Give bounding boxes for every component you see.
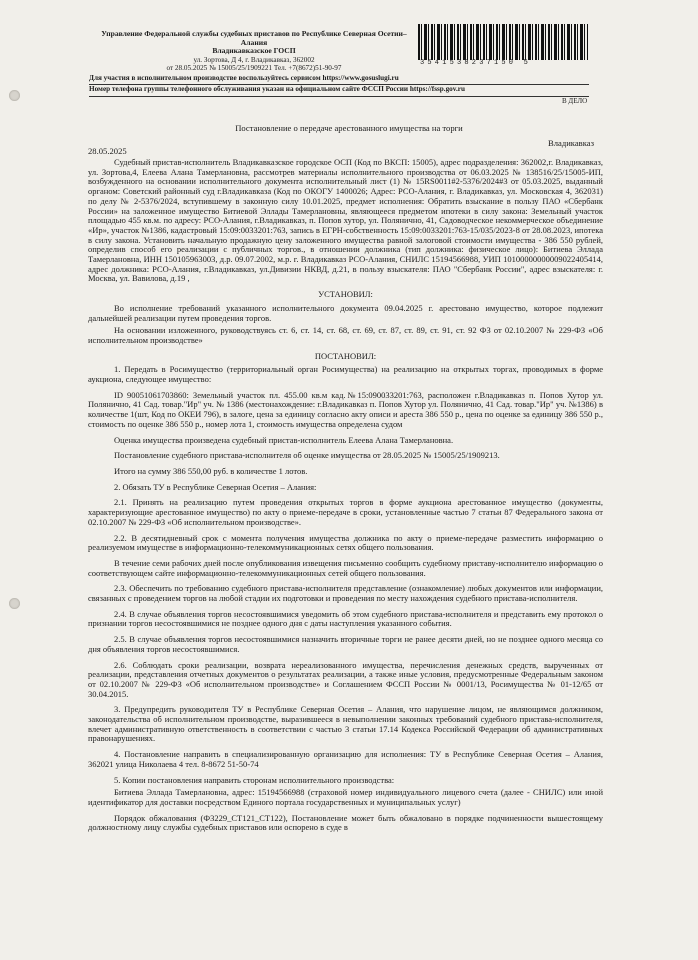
section-heading: УСТАНОВИЛ:: [318, 289, 373, 300]
paragraph: 5. Копии постановления направить сторонам исполнительного производства:: [114, 774, 395, 785]
paragraph: 4. Постановление направить в специализированную организацию для исполнения: ТУ в Республике Северная Осетия – Алания, 362021 улица Николаева 4 тел. 8-8672 51-50-74: [88, 749, 603, 769]
paragraph: 2.5. В случае объявления торгов несостоявшимися назначить вторичные торги не ранее десяти дней, но не позднее одного месяца со дня объявления торгов несостоявшимися.: [88, 634, 603, 654]
v-delo-mark: В ДЕЛО: [562, 97, 588, 105]
document-body: [88, 158, 603, 836]
paragraph: 2.1. Принять на реализацию путем проведения открытых торгов в форме аукциона арестованное имущество (документы, характеризующие арестованное имущество) по акту о приеме-передаче в сроки, установленные частью 7 статьи 87 Федерального закона от 02.10.2007 № 229-ФЗ «Об исполнительном производстве».: [88, 497, 603, 527]
paragraph: 1. Передать в Росимущество (территориальный орган Росимущества) на реализацию на открытых торгах, проводимых в форме аукциона, следующее имущество:: [88, 364, 603, 385]
punch-hole: [9, 90, 20, 101]
paragraph: 2.4. В случае объявления торгов несостоявшимися уведомить об этом судебного пристава-исполнителя и представить ему протокол о признании торгов несостоявшимися не позднее одного дня с даты наступления указанного события.: [88, 608, 603, 629]
department-name: Владикавказское ГОСП: [212, 46, 296, 56]
punch-hole: [9, 598, 20, 609]
intro-paragraph: Судебный пристав-исполнитель Владикавказское городское ОСП (Код по ВКСП: 15005), адрес подразделения: 362002,г. Владикавказ, ул. Зортова,4, Елеева Алана Тамерлановна, рассмотрев материалы исполнительного производства от 06.03.2025 № 138516/25/15005-ИП, возбужденного на основании исполнительного документа исполнительный лист (1) № 15RS0011#2-5376/2024#3 от 05.03.2025, выданный органом: Советский районный суд г.Владикавказа (Код по ОКОГУ 1400026; Адрес: РСО-Алания, г. Владикавказ, ул. Московская 4, 362031) по делу № 2-5376/2024, вступившему в законную силу 10.01.2025, предмет исполнения: Обратить взыскание в пользу ПАО «Сбербанк России» на заложенное имущество Битиевой Эллады Тамерлановны, являющееся предметом ипотеки в силу закона: Земельный участок площадью 455 кв.м. по адресу: РСО-Алания, г.Владикавказ, п. Попов хутор, ул. Полянично, 41, Садоводческое некоммерческое объединение «Ир», участок №1386, кадастровый 15:09:0033201:763, запись в ЕГРН-собственность 15:09:0033201:763-15/035/2023-8 от 28.08.2023, ипотека в силу закона. Установить начальную продажную цену заложенного имущества равной залоговой стоимости имущества - 386 550 рублей, определив способ его реализации с публичных торгов., в отношении должника (тип должника: физическое лицо): Битиева Эллада Тамерлановна, ИНН 150105963003, д.р. 09.07.2002, м.р. г. Владикавказ РСО-Алания, СНИЛС 15194566988, УИП 10100000000009022405414, адрес должника: РСО-Алания, г.Владикавказ, ул.Дивизии НКВД, д.21, в пользу взыскателя: ПАО "Сбербанк России", адрес взыскателя: г. Москва, ул. Вавилова, д.19 ,: [88, 157, 603, 284]
divider: [89, 96, 589, 97]
paragraph: В течение семи рабочих дней после опубликования извещения письменно сообщить судебному приставу-исполнителю информацию о соответствующем сайте информационно-телекоммуникационных сетей общего пользования.: [88, 557, 603, 578]
section-heading: ПОСТАНОВИЛ:: [314, 350, 377, 361]
gosuslugi-note: Для участия в исполнительном производстве воспользуйтесь сервисом https://www.gosuslugi.ru: [89, 74, 399, 82]
paragraph: Битиева Эллада Тамерлановна, адрес: 15194566988 (страховой номер индивидуального лицевого счета (далее - СНИЛС) или иной идентификатор для доставки посредством Единого портала государственных и муниципальных услуг): [88, 787, 603, 807]
paragraph: Постановление судебного пристава-исполнителя об оценке имущества от 28.05.2025 № 15005/25/1909213.: [114, 450, 500, 461]
paragraph: Во исполнение требований указанного исполнительного документа 09.04.2025 г. арестовано имущество, которое подлежит дальнейшей реализации путем проведения торгов.: [88, 302, 603, 323]
department-address: ул. Зортова, Д 4, г. Владикавказ, 362002: [193, 55, 315, 64]
document-ref: от 28.05.2025 № 15005/25/1909221 Тел. +7(8672)51-90-97: [166, 64, 342, 73]
issuer-header: [89, 30, 419, 73]
paragraph: Оценка имущества произведена судебный пристав-исполнитель Елеева Алана Тамерлановна.: [114, 434, 454, 445]
paragraph: 3. Предупредить руководителя ТУ в Республике Северная Осетия – Алания, что нарушение лицом, не являющимся должником, законодательства об исполнительном производстве, выразившееся в невыполнении законных требований судебного пристава-исполнителя, влечет административную ответственность в соответствии с частью 3 статьи 17.14 Кодекса Российской Федерации об административных правонарушениях.: [88, 704, 603, 744]
paragraph: На основании изложенного, руководствуясь ст. 6, ст. 14, ст. 68, ст. 69, ст. 87, ст. 89, ст. 91, ст. 92 ФЗ от 02.10.2007 № 229-ФЗ «Об исполнительном производстве»: [88, 325, 603, 345]
document-city: Владикавказ: [548, 138, 594, 148]
paragraph: 2.2. В десятидневный срок с момента получения имущества должника по акту о приеме-передаче разместить информацию о реализуемом имуществе в информационно-телекоммуникационных сетях общего пользования.: [88, 532, 603, 553]
paragraph: Порядок обжалования (Ф3229_СТ121_СТ122), Постановление может быть обжаловано в порядке подчиненности вышестоящему должностному лицу службы судебных приставов или оспорено в суде в: [88, 812, 603, 833]
paragraph: 2.3. Обеспечить по требованию судебного пристава-исполнителя представление (ознакомление) любых документов или информации, связанных с проведением торгов на любой стадии их подготовки и проведения по месту нахождения судебного пристава-исполнителя.: [88, 583, 603, 604]
phone-note: Номер телефона группы телефонного обслуживания указан на официальном сайте ФССП России https://fssp.gov.ru: [89, 85, 465, 93]
issuer-name: Управление Федеральной службы судебных приставов по Республике Северная Осетии–Алания: [101, 29, 407, 47]
document-date: 28.05.2025: [88, 146, 127, 156]
paragraph: 2. Обязать ТУ в Республике Северная Осетия – Алания:: [114, 481, 317, 492]
paragraph: Итого на сумму 386 550,00 руб. в количестве 1 лотов.: [114, 465, 308, 476]
paragraph: 2.6. Соблюдать сроки реализации, возврата нереализованного имущества, перечисления денежных средств, вырученных от реализации, представления отчетных документов о результатах реализации, а также иные условия, предусмотренные Федеральным законом от 02.10.2007 № 229-ФЗ «Об исполнительном производстве» и Соглашением ФССП России № 0001/13, Росимущества № 01-12/65 от 30.04.2015.: [88, 659, 603, 699]
property-item: ID 90051061703860: Земельный участок пл. 455.00 кв.м кад.№15:090033201:763, расположен г.Владикавказ п. Попов Хутор ул. Полянично, 41 Сад. товар."Ир" уч. № 1386 (местонахождение: г.Владикавказ п. Попов Хутор ул. Полянично, 41 Сад. товар."Ир" уч. №1386) в количестве 1(шт, Код по ОКЕИ 796), в залоге, цена за единицу согласно акту описи и ареста 386 550 р., цена по оценке за единицу 386 550 р., стоимость по оценке 386 550 р., номер лота 1, стоимость имущества определена судом: [88, 389, 603, 429]
barcode: [418, 24, 588, 60]
barcode-number: 3541538237150 5: [420, 59, 532, 67]
document-title: Постановление о передаче арестованного имущества на торги: [235, 123, 463, 133]
